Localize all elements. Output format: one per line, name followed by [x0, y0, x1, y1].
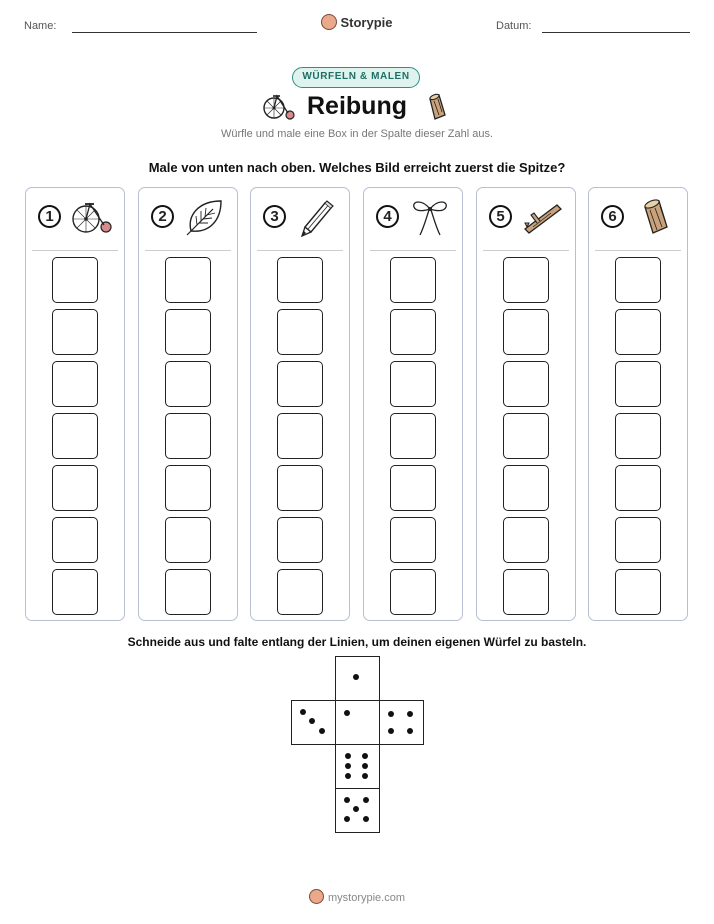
pip — [388, 728, 394, 734]
color-box[interactable] — [390, 309, 436, 355]
color-box[interactable] — [503, 517, 549, 563]
activity-badge: WÜRFELN & MALEN — [292, 67, 420, 88]
column-1 — [25, 187, 125, 621]
pip — [362, 773, 368, 779]
color-box[interactable] — [277, 465, 323, 511]
color-box[interactable] — [277, 569, 323, 615]
color-box[interactable] — [52, 517, 98, 563]
penny-farthing-bicycle-icon — [70, 197, 114, 237]
color-box[interactable] — [52, 309, 98, 355]
color-box[interactable] — [277, 361, 323, 407]
name-field[interactable] — [72, 32, 257, 33]
pip — [345, 753, 351, 759]
date-field[interactable] — [542, 32, 690, 33]
column-3 — [250, 187, 350, 621]
die-face-1 — [335, 700, 380, 745]
color-box[interactable] — [390, 413, 436, 459]
footer-url[interactable]: mystorypie.com — [327, 892, 406, 904]
pip — [309, 718, 315, 724]
column-header — [595, 188, 681, 251]
column-5 — [476, 187, 576, 621]
page-title: Reibung — [307, 92, 407, 120]
pip — [363, 797, 369, 803]
color-box[interactable] — [615, 517, 661, 563]
pip — [319, 728, 325, 734]
color-box[interactable] — [503, 465, 549, 511]
bear-icon — [321, 14, 337, 30]
brand-logo — [0, 14, 714, 30]
column-6 — [588, 187, 688, 621]
pencil-icon — [295, 197, 339, 237]
color-box[interactable] — [165, 465, 211, 511]
color-box[interactable] — [615, 361, 661, 407]
color-box[interactable] — [615, 309, 661, 355]
color-box[interactable] — [277, 309, 323, 355]
color-box[interactable] — [277, 413, 323, 459]
color-box[interactable] — [165, 257, 211, 303]
color-box[interactable] — [52, 361, 98, 407]
color-box[interactable] — [615, 413, 661, 459]
color-box[interactable] — [615, 569, 661, 615]
column-2 — [138, 187, 238, 621]
column-number: 5 — [489, 205, 512, 228]
color-box[interactable] — [277, 257, 323, 303]
subtitle: Würfle und male eine Box in der Spalte dieser Zahl aus. — [220, 128, 494, 140]
color-box[interactable] — [165, 309, 211, 355]
die-face-1 — [335, 656, 380, 701]
pip — [344, 710, 350, 716]
column-header — [483, 188, 569, 251]
bear-icon — [309, 889, 324, 904]
pip — [407, 728, 413, 734]
die-face-3 — [291, 700, 336, 745]
color-box[interactable] — [165, 569, 211, 615]
color-box[interactable] — [52, 465, 98, 511]
wood-log-icon — [633, 197, 677, 237]
brand-name: Storypie — [340, 15, 393, 30]
die-face-5 — [335, 788, 380, 833]
color-box[interactable] — [503, 257, 549, 303]
pip — [353, 806, 359, 812]
column-number: 4 — [376, 205, 399, 228]
column-header — [370, 188, 456, 251]
cut-instruction: Schneide aus und falte entlang der Linien, um deinen eigenen Würfel zu basteln. — [127, 635, 587, 649]
pip — [300, 709, 306, 715]
color-box[interactable] — [390, 517, 436, 563]
pip — [345, 763, 351, 769]
pip — [388, 711, 394, 717]
footer — [0, 889, 714, 904]
color-box[interactable] — [390, 361, 436, 407]
pip — [362, 753, 368, 759]
color-box[interactable] — [165, 361, 211, 407]
color-box[interactable] — [52, 257, 98, 303]
pip — [407, 711, 413, 717]
leaf-icon — [183, 197, 227, 237]
color-box[interactable] — [52, 569, 98, 615]
column-4 — [363, 187, 463, 621]
string-bow-icon — [408, 197, 452, 237]
color-box[interactable] — [503, 569, 549, 615]
color-box[interactable] — [165, 413, 211, 459]
column-number: 6 — [601, 205, 624, 228]
die-face-6 — [335, 744, 380, 789]
date-label: Datum: — [496, 20, 532, 32]
color-box[interactable] — [390, 257, 436, 303]
color-box[interactable] — [503, 413, 549, 459]
pip — [345, 773, 351, 779]
color-box[interactable] — [503, 361, 549, 407]
color-box[interactable] — [52, 413, 98, 459]
column-header — [145, 188, 231, 251]
color-box[interactable] — [390, 465, 436, 511]
color-box[interactable] — [615, 257, 661, 303]
color-box[interactable] — [390, 569, 436, 615]
pip — [363, 816, 369, 822]
pip — [344, 797, 350, 803]
column-number: 1 — [38, 205, 61, 228]
color-box[interactable] — [165, 517, 211, 563]
pip — [362, 763, 368, 769]
instruction-heading: Male von unten nach oben. Welches Bild erreicht zuerst die Spitze? — [148, 160, 566, 175]
column-number: 3 — [263, 205, 286, 228]
color-box[interactable] — [503, 309, 549, 355]
color-box[interactable] — [615, 465, 661, 511]
pip — [344, 816, 350, 822]
stick-icon — [521, 197, 565, 237]
color-box[interactable] — [277, 517, 323, 563]
name-label: Name: — [24, 20, 57, 32]
column-header — [32, 188, 118, 251]
wood-log-icon — [424, 93, 448, 121]
column-number: 2 — [151, 205, 174, 228]
column-header — [257, 188, 343, 251]
die-face-4 — [379, 700, 424, 745]
pip — [353, 674, 359, 680]
